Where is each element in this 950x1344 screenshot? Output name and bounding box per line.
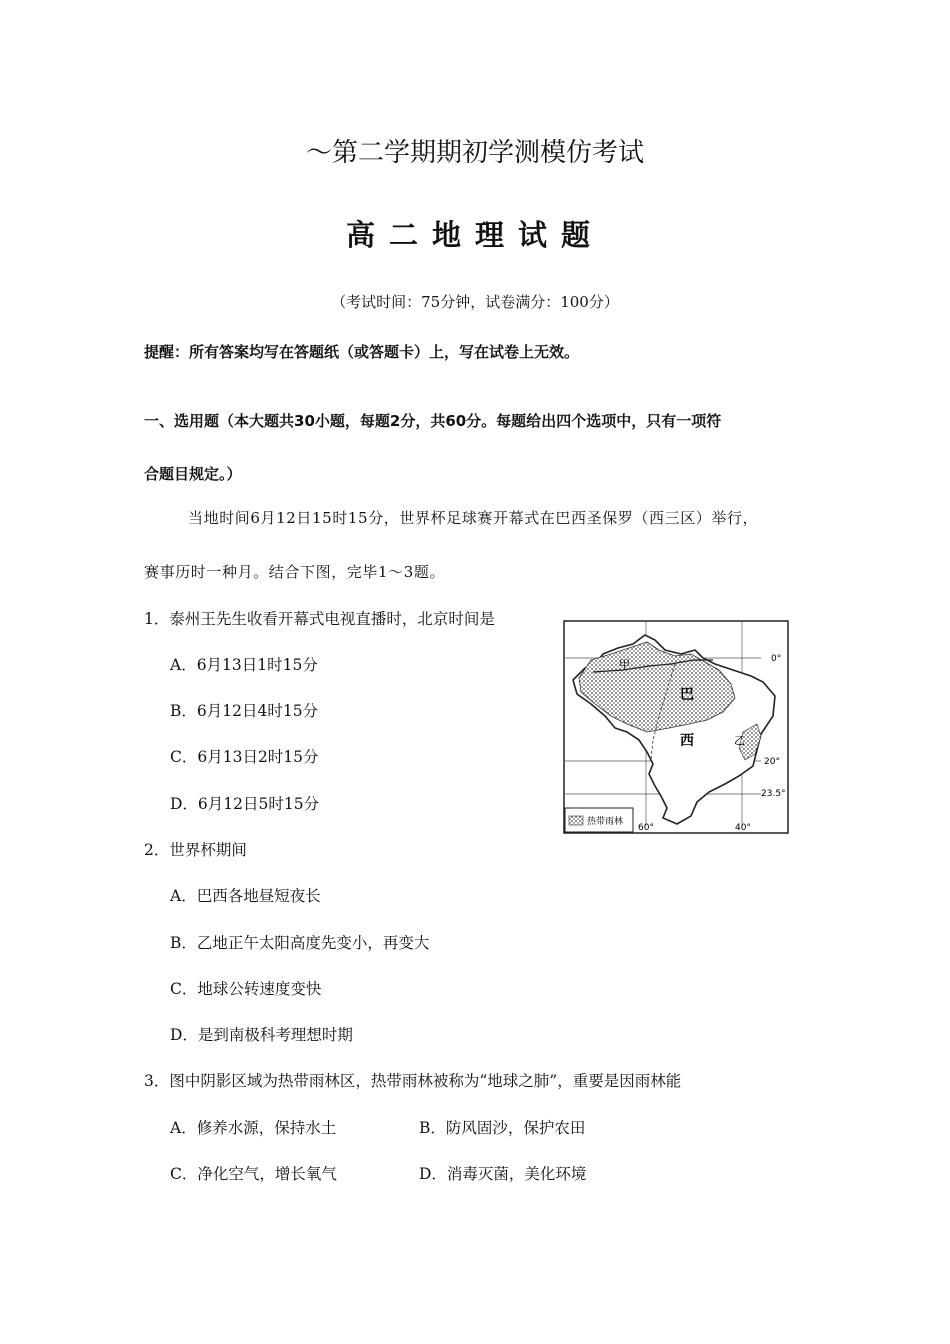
question-1-option-b: B．6月12日4时15分 xyxy=(170,702,319,720)
label-lat-20: 20° xyxy=(764,757,780,767)
passage-line2: 赛事历时一种月。结合下图，完毕1～3题。 xyxy=(144,563,446,581)
exam-title: ～第二学期期初学测模仿考试 xyxy=(305,138,644,168)
question-3-option-c: C．净化空气，增长氧气 xyxy=(170,1165,337,1183)
legend-label: 热带雨林 xyxy=(587,817,624,827)
question-1-option-a: A．6月13日1时15分 xyxy=(170,656,318,674)
label-lon-40: 40° xyxy=(735,823,751,833)
question-3-stem: 3．图中阴影区域为热带雨林区，热带雨林被称为“地球之肺”，重要是因雨林能 xyxy=(144,1072,682,1090)
label-ba: 巴 xyxy=(680,687,694,703)
map-legend xyxy=(565,808,633,832)
legend-swatch xyxy=(569,816,583,825)
passage-line1: 当地时间6月12日15时15分，世界杯足球赛开幕式在巴西圣保罗（西三区）举行， xyxy=(188,509,759,527)
section-heading-line2: 合题目规定。） xyxy=(144,465,242,483)
exam-info: （考试时间：75分钟，试卷满分：100分） xyxy=(331,293,619,311)
question-2-option-b: B．乙地正午太阳高度先变小，再变大 xyxy=(170,934,430,952)
label-yi: 乙 xyxy=(734,734,745,747)
question-1-option-c: C．6月13日2时15分 xyxy=(170,748,319,766)
label-lat-0: 0° xyxy=(771,654,782,664)
section-heading-line1: 一、选用题（本大题共30小题，每题2分，共60分。每题给出四个选项中，只有一项符 xyxy=(144,412,722,430)
label-lat-23-5: 23.5° xyxy=(761,789,786,799)
label-xi: 西 xyxy=(680,733,694,749)
question-1-option-d: D．6月12日5时15分 xyxy=(170,795,320,813)
label-lon-60: 60° xyxy=(638,823,654,833)
brazil-map xyxy=(563,620,789,834)
question-2-option-c: C．地球公转速度变快 xyxy=(170,980,322,998)
question-3-option-b: B．防风固沙，保护农田 xyxy=(419,1119,586,1137)
brazil-map-figure xyxy=(563,620,789,834)
question-1-stem: 1．泰州王先生收看开幕式电视直播时，北京时间是 xyxy=(144,610,495,628)
reminder: 提醒：所有答案均写在答题纸（或答题卡）上，写在试卷上无效。 xyxy=(144,343,580,361)
question-3-option-a: A．修养水源，保持水土 xyxy=(170,1119,337,1137)
question-2-option-a: A．巴西各地昼短夜长 xyxy=(170,887,321,905)
label-jia: 甲 xyxy=(619,658,630,671)
subject-title: 高二地理试题 xyxy=(345,218,604,252)
question-2-stem: 2．世界杯期间 xyxy=(144,841,247,859)
question-3-option-d: D．消毒灭菌，美化环境 xyxy=(419,1165,587,1183)
question-2-option-d: D．是到南极科考理想时期 xyxy=(170,1026,353,1044)
